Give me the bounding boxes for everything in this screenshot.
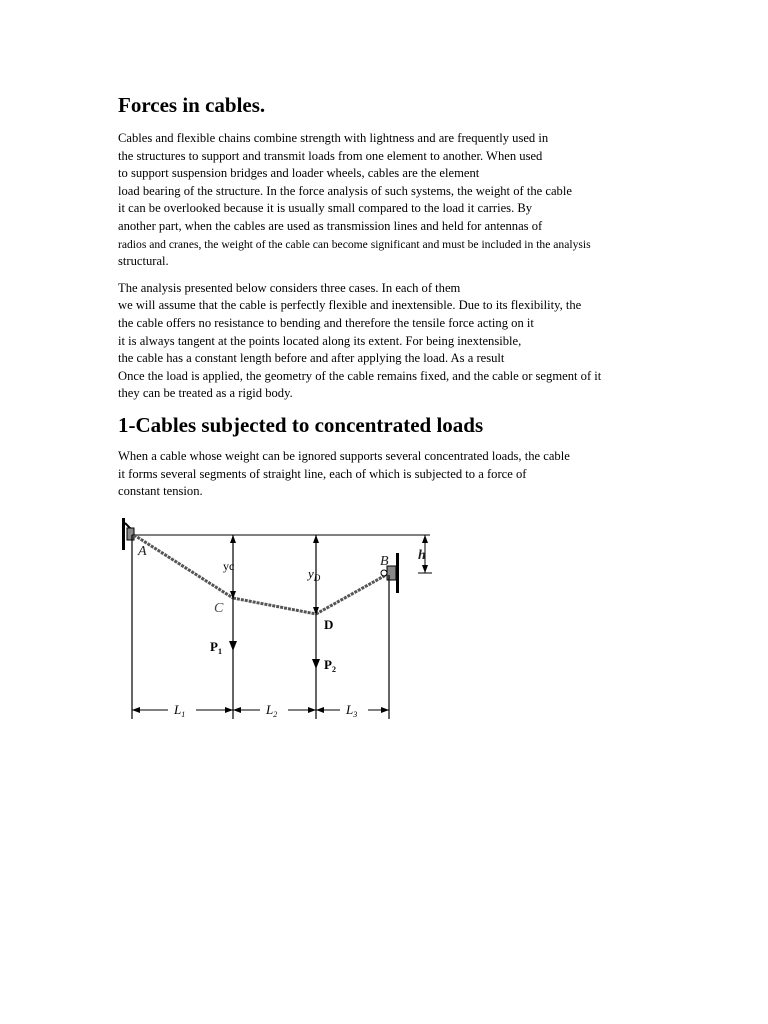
label-yd: $y_D$ <box>308 566 321 583</box>
label-p1: $P_1$ <box>210 639 222 656</box>
label-b: B <box>380 554 389 569</box>
intro-paragraph <box>118 130 663 271</box>
label-c: C <box>214 601 224 616</box>
label-h: h <box>418 548 426 563</box>
text-line: When a cable whose weight can be ignored supports several concentrated loads, the cable <box>118 448 570 463</box>
cable <box>134 535 386 614</box>
text-line: radios and cranes, the weight of the cable can become significant and must be included in the analysis <box>118 237 591 251</box>
p1-arrow-icon <box>229 641 237 651</box>
h-top-arrow-icon <box>422 535 428 543</box>
text-line: Cables and flexible chains combine strength with lightness and are frequently used in <box>118 131 549 145</box>
text-line: the cable has a constant length before and after applying the load. As a result <box>118 351 505 366</box>
label-l3: $L_3$ <box>346 702 358 719</box>
text-line: Once the load is applied, the geometry of the cable remains fixed, and the cable or segment of it <box>118 368 602 383</box>
label-a: A <box>138 544 147 559</box>
document-page <box>118 92 663 510</box>
yd-arrow-icon <box>313 535 319 543</box>
cable-diagram-svg <box>118 513 438 723</box>
text-line: structural. <box>118 254 169 269</box>
text-line: it can be overlooked because it is usually small compared to the load it carries. By <box>118 201 533 216</box>
label-d: D <box>324 617 334 632</box>
text-line: the cable offers no resistance to bending and therefore the tensile force acting on it <box>118 315 534 330</box>
text-line: load bearing of the structure. In the force analysis of such systems, the weight of the cable <box>118 183 572 198</box>
text-line: the structures to support and transmit loads from one element to another. When used <box>118 148 543 163</box>
text-line: The analysis presented below considers three cases. In each of them <box>118 280 461 295</box>
page-title: Forces in cables. <box>118 93 266 117</box>
label-l1: $L_1$ <box>174 702 186 719</box>
text-line: to support suspension bridges and loader wheels, cables are the element <box>118 166 480 181</box>
text-line: another part, when the cables are used as transmission lines and held for antennas of <box>118 218 543 233</box>
cable-diagram <box>118 513 438 723</box>
label-yc: yc <box>223 559 235 573</box>
concentrated-loads-paragraph <box>118 448 663 501</box>
section-heading: 1-Cables subjected to concentrated loads <box>118 412 484 437</box>
yc-arrow-icon <box>230 535 236 543</box>
analysis-paragraph <box>118 280 663 403</box>
text-line: constant tension. <box>118 484 203 499</box>
label-p2: $P_2$ <box>324 657 336 674</box>
text-line: we will assume that the cable is perfectly flexible and inextensible. Due to its flexibility, the <box>118 298 582 313</box>
p2-arrow-icon <box>312 659 320 669</box>
h-bottom-arrow-icon <box>422 565 428 573</box>
text-line: it is always tangent at the points located along its extent. For being inextensible, <box>118 333 522 348</box>
text-line: it forms several segments of straight line, each of which is subjected to a force of <box>118 466 527 481</box>
label-l2: $L_2$ <box>266 702 278 719</box>
text-line: they can be treated as a rigid body. <box>118 386 293 401</box>
